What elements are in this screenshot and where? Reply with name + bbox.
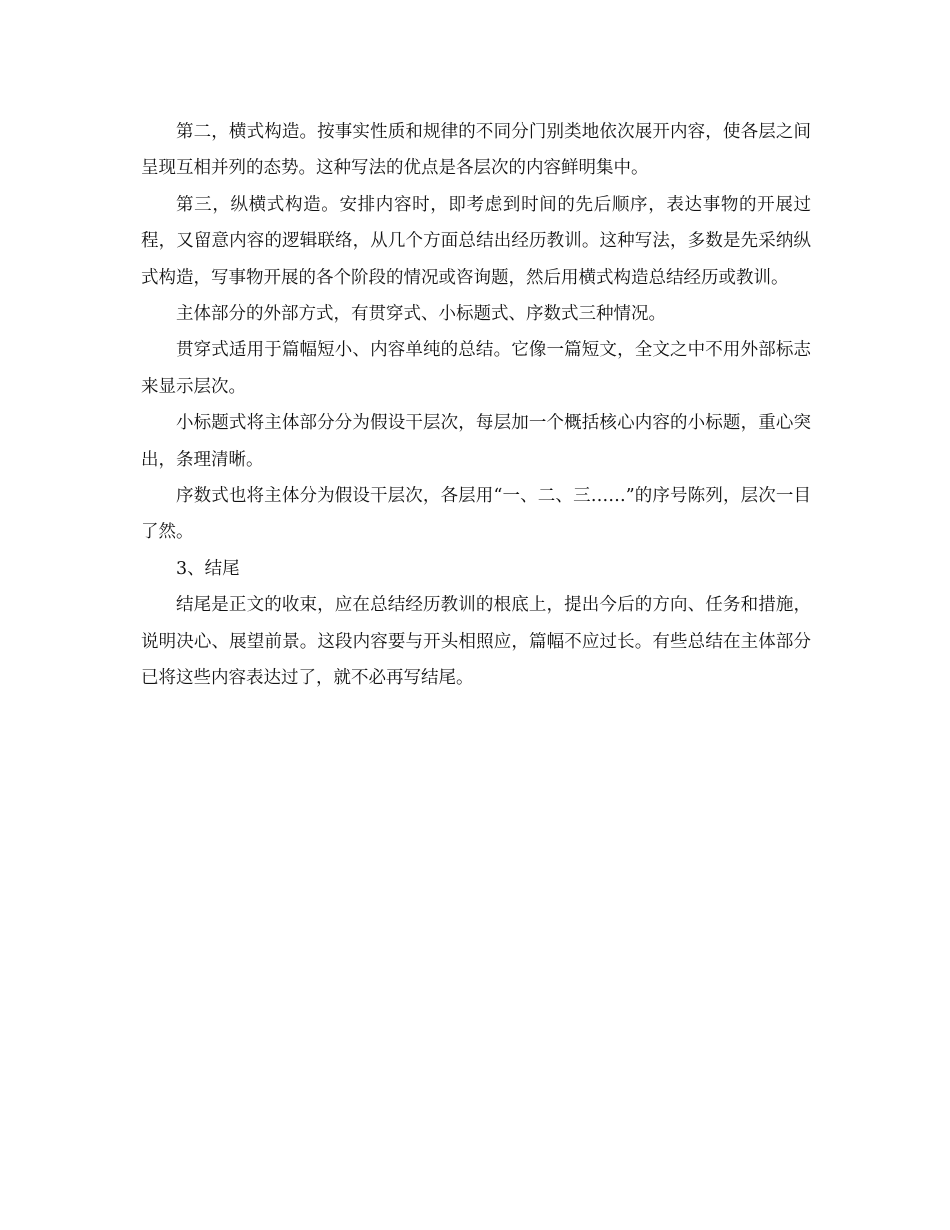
paragraph-combined-structure: 第三，纵横式构造。安排内容时，即考虑到时间的先后顺序，表达事物的开展过程，又留意内容的逻辑联络，从几个方面总结出经历教训。这种写法，多数是先采纳纵式构造，写事物开展的各个阶段的情况或咨询题，然后用横式构造总结经历或教训。 <box>141 194 811 288</box>
paragraph-ordinal-style: 序数式也将主体分为假设干层次，各层用“一、二、三……”的序号陈列，层次一目了然。 <box>141 486 811 543</box>
section-heading-ending: 3、结尾 <box>176 558 240 579</box>
paragraph-ending: 结尾是正文的收束，应在总结经历教训的根底上，提出今后的方向、任务和措施，说明决心、展望前景。这段内容要与开头相照应，篇幅不应过长。有些总结在主体部分已将这些内容表达过了，就不必再写结尾。 <box>141 595 811 689</box>
paragraph-external-forms: 主体部分的外部方式，有贯穿式、小标题式、序数式三种情况。 <box>176 304 666 325</box>
paragraph-horizontal-structure: 第二，横式构造。按事实性质和规律的不同分门别类地依次展开内容，使各层之间呈现互相并列的态势。这种写法的优点是各层次的内容鲜明集中。 <box>141 122 811 179</box>
paragraph-subheading-style: 小标题式将主体部分分为假设干层次，每层加一个概括核心内容的小标题，重心突出，条理清晰。 <box>141 413 811 470</box>
document-body <box>141 114 811 697</box>
paragraph-through-style: 贯穿式适用于篇幅短小、内容单纯的总结。它像一篇短文，全文之中不用外部标志来显示层次。 <box>141 340 811 397</box>
